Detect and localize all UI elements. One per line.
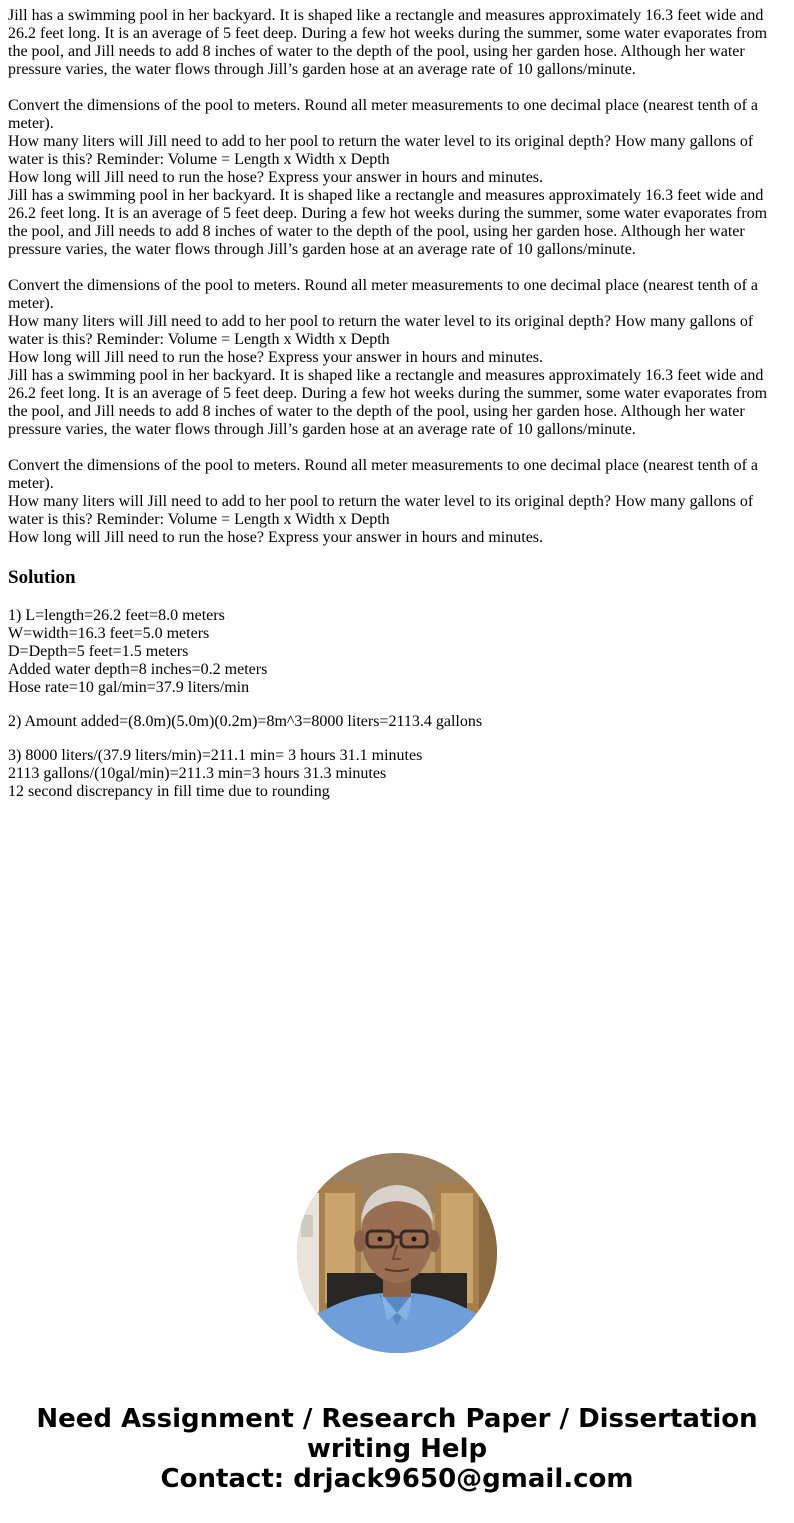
solution-line: Added water depth=8 inches=0.2 meters: [8, 661, 268, 678]
question-2: How many liters will Jill need to add to her pool to return the water level to its original depth? How many gallons of water is this? Reminder: Volume = Length x Width x Depth: [8, 493, 754, 528]
paragraph-gap: [8, 259, 780, 277]
avatar-portrait-icon: [297, 1153, 497, 1353]
problem-paragraph: Jill has a swimming pool in her backyard. It is shaped like a rectangle and measures approximately 16.3 feet wide and 26.2 feet long. It is an average of 5 feet deep. During a few hot weeks during the summer, some water evaporates from the pool, and Jill needs to add 8 inches of water to the depth of the pool, using her garden hose. Although her water pressure varies, the water flows through Jill’s garden hose at an average rate of 10 gallons/minute.: [8, 187, 768, 258]
solution-part-1: [8, 607, 780, 697]
footer-line-2: writing Help: [306, 1434, 488, 1464]
solution-heading: Solution: [8, 567, 76, 588]
footer-contact-email: Contact: drjack9650@gmail.com: [160, 1464, 634, 1494]
question-2: How many liters will Jill need to add to her pool to return the water level to its original depth? How many gallons of water is this? Reminder: Volume = Length x Width x Depth: [8, 133, 754, 168]
paragraph-gap: [8, 79, 780, 97]
paragraph-gap: [8, 439, 780, 457]
solution-part-2: [8, 713, 780, 731]
question-1: Convert the dimensions of the pool to meters. Round all meter measurements to one decimal place (nearest tenth of a meter).: [8, 457, 758, 492]
avatar: [297, 1153, 497, 1353]
question-2: How many liters will Jill need to add to her pool to return the water level to its original depth? How many gallons of water is this? Reminder: Volume = Length x Width x Depth: [8, 313, 754, 348]
footer-line-1: Need Assignment / Research Paper / Dissertation: [36, 1404, 758, 1434]
solution-line: 3) 8000 liters/(37.9 liters/min)=211.1 min= 3 hours 31.1 minutes: [8, 747, 423, 764]
solution-line: 1) L=length=26.2 feet=8.0 meters: [8, 607, 225, 624]
solution-part-3: [8, 747, 780, 801]
footer-contact: [0, 1404, 794, 1494]
problem-paragraph: Jill has a swimming pool in her backyard. It is shaped like a rectangle and measures approximately 16.3 feet wide and 26.2 feet long. It is an average of 5 feet deep. During a few hot weeks during the summer, some water evaporates from the pool, and Jill needs to add 8 inches of water to the depth of the pool, using her garden hose. Although her water pressure varies, the water flows through Jill’s garden hose at an average rate of 10 gallons/minute.: [8, 7, 768, 78]
solution-line: 2113 gallons/(10gal/min)=211.3 min=3 hours 31.3 minutes: [8, 765, 387, 782]
solution-line: D=Depth=5 feet=1.5 meters: [8, 643, 189, 660]
problem-paragraph: Jill has a swimming pool in her backyard. It is shaped like a rectangle and measures approximately 16.3 feet wide and 26.2 feet long. It is an average of 5 feet deep. During a few hot weeks during the summer, some water evaporates from the pool, and Jill needs to add 8 inches of water to the depth of the pool, using her garden hose. Although her water pressure varies, the water flows through Jill’s garden hose at an average rate of 10 gallons/minute.: [8, 367, 768, 438]
question-1: Convert the dimensions of the pool to meters. Round all meter measurements to one decimal place (nearest tenth of a meter).: [8, 97, 758, 132]
question-3: How long will Jill need to run the hose? Express your answer in hours and minutes.: [8, 349, 544, 366]
problem-block: [8, 187, 780, 367]
document-body: [8, 7, 780, 817]
question-3: How long will Jill need to run the hose? Express your answer in hours and minutes.: [8, 529, 544, 546]
solution-line: 12 second discrepancy in fill time due to rounding: [8, 783, 330, 800]
solution-line: Hose rate=10 gal/min=37.9 liters/min: [8, 679, 250, 696]
question-3: How long will Jill need to run the hose? Express your answer in hours and minutes.: [8, 169, 544, 186]
problem-block: [8, 367, 780, 547]
question-1: Convert the dimensions of the pool to meters. Round all meter measurements to one decimal place (nearest tenth of a meter).: [8, 277, 758, 312]
solution-line: 2) Amount added=(8.0m)(5.0m)(0.2m)=8m^3=8000 liters=2113.4 gallons: [8, 713, 483, 730]
problem-block: [8, 7, 780, 187]
solution-line: W=width=16.3 feet=5.0 meters: [8, 625, 210, 642]
